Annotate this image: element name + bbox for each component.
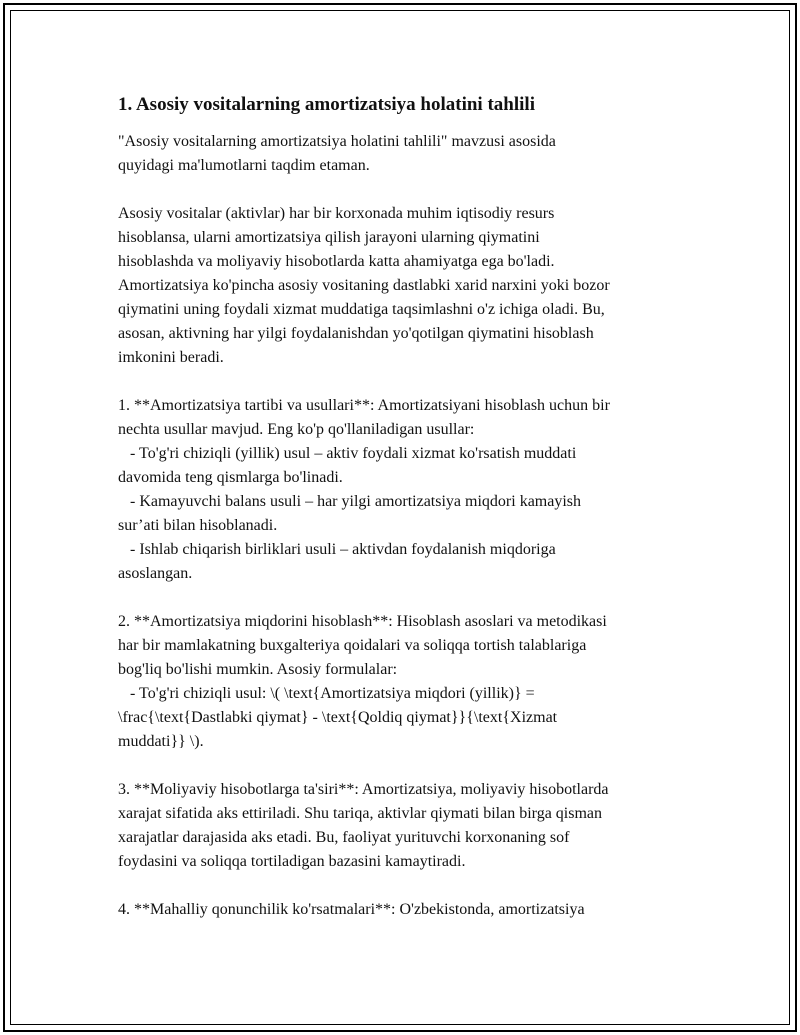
document-title: 1. Asosiy vositalarning amortizatsiya holatini tahlili [118,94,535,115]
document-body: "Asosiy vositalarning amortizatsiya holatini tahlili" mavzusi asosida quyidagi ma'lumotlarni taqdim etaman. Asosiy vositalar (aktivlar) har bir korxonada muhim iqtisodiy resurs hisoblansa, ularni amortizatsiya qilish jarayoni ularning qiymatini hisoblashda va moliyaviy hisobotlarda katta ahamiyatga ega bo'ladi. Amortizatsiya ko'pincha asosiy vositaning dastlabki xarid narxini yoki bozor qiymatini uning foydali xizmat muddatiga taqsimlashni o'z ichiga oladi. Bu, asosan, aktivning har yilgi foydalanishdan yo'qotilgan qiymatini hisoblash imkonini beradi. 1. **Amortizatsiya tartibi va usullari**: Amortizatsiyani hisoblash uchun bir nechta usullar mavjud. Eng ko'p qo'llaniladigan usullar: - To'g'ri chiziqli (yillik) usul – aktiv foydali xizmat ko'rsatish muddati davomida teng qismlarga bo'linadi. - Kamayuvchi balans usuli – har yilgi amortizatsiya miqdori kamayish sur’ati bilan hisoblanadi. - Ishlab chiqarish birliklari usuli – aktivdan foydalanish miqdoriga asoslangan. 2. **Amortizatsiya miqdorini hisoblash**: Hisoblash asoslari va metodikasi har bir mamlakatning buxgalteriya qoidalari va soliqqa tortish talablariga bog'liq bo'lishi mumkin. Asosiy formulalar: - To'g'ri chiziqli usul: \( \text{Amortizatsiya miqdori (yillik)} = \frac{\text{Dastlabki qiymat} - \text{Qoldiq qiymat}}{\text{Xizmat muddati}} \). 3. **Moliyaviy hisobotlarga ta'siri**: Amortizatsiya, moliyaviy hisobotlarda xarajat sifatida aks ettiriladi. Shu tariqa, aktivlar qiymati bilan birga qisman xarajatlar darajasida aks etadi. Bu, faoliyat yurituvchi korxonaning sof foydasini va soliqqa tortiladigan bazasini kamaytiradi. 4. **Mahalliy qonunchilik ko'rsatmalari**: O'zbekistonda, amortizatsiya [118,133,610,918]
document-content [118,92,698,922]
